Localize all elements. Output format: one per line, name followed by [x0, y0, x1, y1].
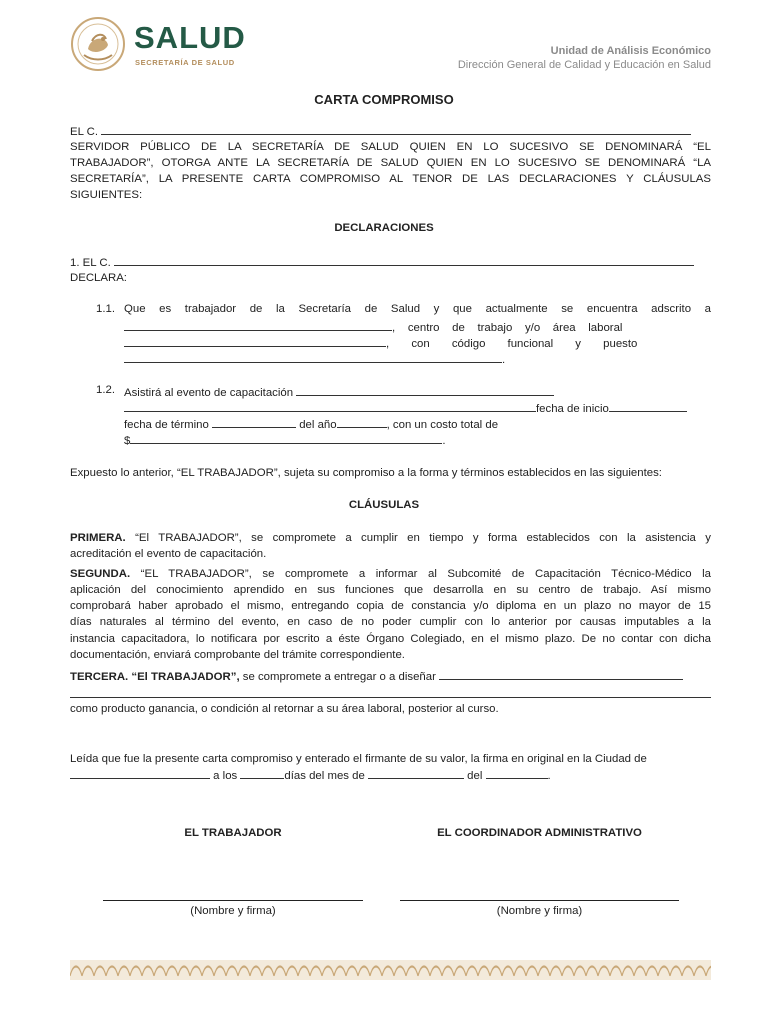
clause-text: , centro de trabajo y/o área laboral [392, 322, 623, 334]
primera-line-2: acreditación el evento de capacitación. [70, 548, 267, 560]
salud-logo-text: SALUD [134, 20, 246, 55]
segunda-line-1 [70, 566, 711, 583]
tercera-line-1 [70, 668, 711, 686]
clause-1-2-line-4 [124, 432, 446, 447]
adscription-blank[interactable] [124, 319, 392, 331]
segunda-line-2: aplicación del conocimiento aprendido en sus funciones que desarrolla en su centro de trabajo. Así mismo [70, 584, 711, 596]
clause-1-2-number: 1.2. [96, 384, 115, 396]
secretaria-logo-subtitle: SECRETARÍA DE SALUD [135, 58, 235, 67]
clause-text: . [502, 354, 506, 366]
declara-label: DECLARA: [70, 272, 127, 284]
tercera-line-3: como producto ganancia, o condición al retornar a su área laboral, posterior al curso. [70, 703, 499, 715]
clause-text: $ [124, 435, 131, 447]
segunda-line-6: documentación, enviará comprobante del trámite correspondiente. [70, 649, 405, 661]
intro-line-1: SERVIDOR PÚBLICO DE LA SECRETARÍA DE SALUD QUIEN EN LO SUCESIVO SE DENOMINARÁ “EL [70, 141, 711, 153]
clausulas-heading: CLÁUSULAS [348, 499, 420, 511]
decorative-footer-pattern [70, 960, 711, 980]
year-blank[interactable] [486, 767, 548, 779]
work-area-blank[interactable] [124, 335, 386, 347]
clause-1-2-line-1 [124, 384, 554, 399]
month-blank[interactable] [368, 767, 464, 779]
clause-text: fecha de inicio [536, 403, 609, 415]
clause-text: fecha de término [124, 419, 209, 431]
start-date-blank[interactable] [609, 400, 687, 412]
deliverable-blank-line-2[interactable] [70, 686, 711, 698]
name-blank[interactable] [114, 254, 694, 266]
intro-line-3: SECRETARÍA”, LA PRESENTE CARTA COMPROMISO AL TENOR DE LAS DECLARACIONES Y CLÁUSULAS [70, 173, 711, 185]
clause-1-1-line-4 [124, 351, 505, 366]
clause-1-1-number: 1.1. [96, 303, 115, 315]
intro-el-c-line [70, 123, 711, 141]
position-blank[interactable] [124, 351, 502, 363]
leida-line-2 [70, 767, 711, 785]
clause-text: días del mes de [284, 770, 365, 782]
segunda-line-4: días naturales al término del evento, en caso de no poder cumplir con lo anterior por causas imputables a la [70, 616, 711, 628]
declaraciones-el-c-line [70, 254, 711, 272]
direction-name: Dirección General de Calidad y Educación en Salud [457, 59, 711, 71]
deliverable-blank[interactable] [439, 668, 683, 680]
coordinator-signature-line[interactable] [400, 900, 679, 901]
worker-signature-line[interactable] [103, 900, 363, 901]
clause-text: del año [299, 419, 337, 431]
clause-text: se compromete a entregar o a diseñar [242, 671, 436, 683]
clause-text: . [547, 770, 551, 782]
worker-name-label: (Nombre y firma) [190, 905, 276, 917]
clause-text: “EL TRABAJADOR”, se compromete a informar al Subcomité de Capacitación Técnico-Médico la [140, 568, 711, 580]
clause-1-1-line-1: Que es trabajador de la Secretaría de Salud y que actualmente se encuentra adscrito a [124, 303, 711, 315]
clause-text: “El TRABAJADOR”, se compromete a cumplir en tiempo y forma establecidos con la asistencia y [135, 532, 711, 544]
segunda-line-5: instancia capacitadora, lo notificara por escrito a éste Órgano Colegiado, en el mismo plazo. De no contar con dicha [70, 633, 711, 645]
primera-line-1 [70, 530, 711, 547]
event-blank-continued[interactable] [124, 400, 536, 412]
primera-label: PRIMERA. [70, 532, 126, 544]
document-title: CARTA COMPROMISO [314, 92, 454, 107]
leida-line-1: Leída que fue la presente carta compromiso y enterado el firmante de su valor, la firma en original en la Ciudad de [70, 753, 647, 765]
clause-1-1-line-2 [124, 319, 711, 334]
name-blank[interactable] [101, 123, 691, 135]
clause-text: , con código funcional y puesto [386, 338, 638, 350]
year-blank[interactable] [337, 416, 387, 428]
mexico-seal-logo [70, 15, 126, 73]
el-c-label: EL C. [70, 126, 99, 138]
worker-signature-title: EL TRABAJADOR [184, 827, 282, 839]
clause-1-2-line-3 [124, 416, 498, 431]
segunda-line-3: comprobará haber aprobado el mismo, entregando copia de constancia y/o diploma en un plazo no mayor de 15 [70, 600, 711, 612]
clause-text: Asistirá al evento de capacitación [124, 387, 294, 399]
coordinator-signature-title: EL COORDINADOR ADMINISTRATIVO [437, 827, 642, 839]
city-blank[interactable] [70, 767, 210, 779]
end-date-blank[interactable] [212, 416, 296, 428]
cost-blank[interactable] [130, 432, 442, 444]
clause-1-1-line-3 [124, 335, 711, 350]
coordinator-name-label: (Nombre y firma) [496, 905, 583, 917]
intro-line-2: TRABAJADOR”, OTORGA ANTE LA SECRETARÍA DE SALUD QUIEN EN LO SUCESIVO SE DENOMINARÁ “LA [70, 157, 711, 169]
clause-1-2-line-2 [124, 400, 687, 415]
event-blank[interactable] [296, 384, 554, 396]
intro-line-4: SIGUIENTES: [70, 189, 143, 201]
declaraciones-heading: DECLARACIONES [334, 222, 434, 234]
clause-text: , con un costo total de [386, 419, 499, 431]
clause-text: a los [213, 770, 238, 782]
clause-text: . [442, 435, 446, 447]
segunda-label: SEGUNDA. [70, 568, 131, 580]
el-c-label: 1. EL C. [70, 257, 111, 269]
clause-text: del [467, 770, 483, 782]
expuesto-paragraph: Expuesto lo anterior, “EL TRABAJADOR”, sujeta su compromiso a la forma y términos establecidos en las siguientes: [70, 467, 662, 479]
unit-name: Unidad de Análisis Económico [550, 45, 711, 57]
tercera-label: TERCERA. “El TRABAJADOR”, [70, 671, 240, 683]
day-blank[interactable] [240, 767, 284, 779]
